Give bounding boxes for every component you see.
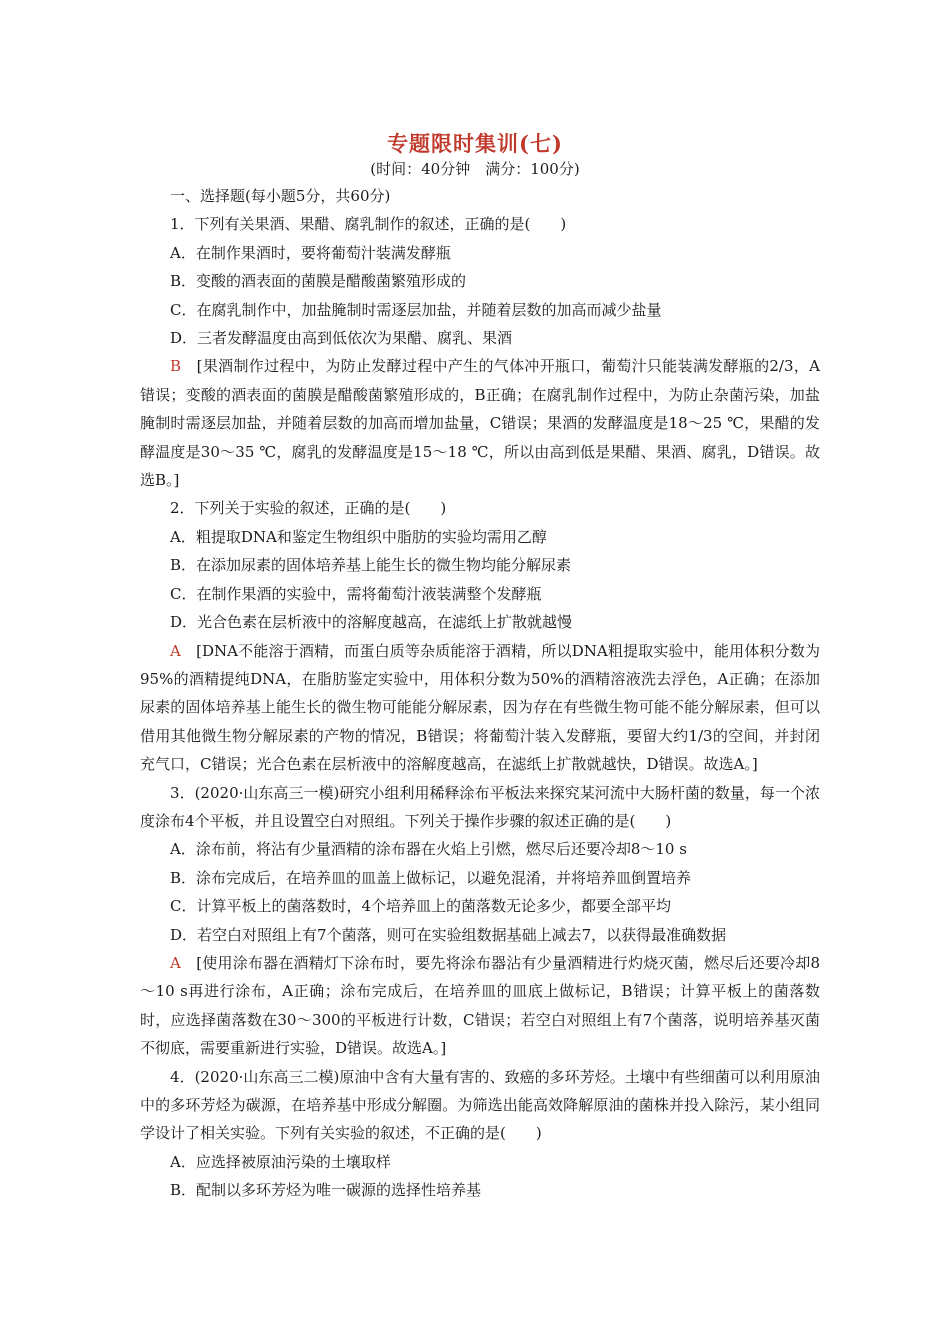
answer-letter: B: [170, 357, 182, 376]
question-option: B．涂布完成后，在培养皿的皿盖上做标记，以避免混淆，并将培养皿倒置培养: [170, 868, 692, 887]
page-subtitle: (时间：40分钟 满分：100分): [370, 160, 580, 178]
question-stem: 1．下列有关果酒、果醋、腐乳制作的叙述，正确的是( ): [170, 215, 567, 234]
question-option: D．光合色素在层析液中的溶解度越高，在滤纸上扩散就越慢: [170, 613, 573, 632]
question-stem: 4．(2020·山东高三二模)原油中含有大量有害的、致癌的多环芳烃。土壤中有些细菌可以利用原油中的多环芳烃为碳源，在培养基中形成分解圈。为筛选出能高效降解原油的菌株并投入除污，某小组同学设计了相关实验。下列有关实验的叙述，不正确的是( ): [140, 1067, 820, 1143]
question-option: D．若空白对照组上有7个菌落，则可在实验组数据基础上减去7，以获得最准确数据: [170, 925, 727, 944]
page-title: 专题限时集训(七): [387, 131, 563, 156]
answer-text: [DNA不能溶于酒精，而蛋白质等杂质能溶于酒精，所以DNA粗提取实验中，能用体积分数为95%的酒精提纯DNA，在脂肪鉴定实验中，用体积分数为50%的酒精溶液洗去浮色，A正确；在添加尿素的固体培养基上能生长的微生物可能能分解尿素，因为存在有些微生物可能不能分解尿素，但可以借用其他微生物分解尿素的产物的情况，B错误；将葡萄汁装入发酵瓶，要留大约1/3的空间，并封闭充气口，C错误；光合色素在层析液中的溶解度越高，在滤纸上扩散就越快，D错误。故选A。]: [140, 641, 821, 774]
answer-explanation: [140, 949, 820, 1063]
answer-letter: A: [170, 953, 181, 972]
document-body: [140, 182, 820, 1205]
question-option: A．应选择被原油污染的土壤取样: [170, 1152, 391, 1171]
question-option: B．配制以多环芳烃为唯一碳源的选择性培养基: [170, 1181, 482, 1200]
answer-letter: A: [170, 641, 181, 660]
question-stem: 2．下列关于实验的叙述，正确的是( ): [170, 499, 447, 518]
question-option: A．粗提取DNA和鉴定生物组织中脂肪的实验均需用乙醇: [170, 527, 547, 546]
answer-text: [使用涂布器在酒精灯下涂布时，要先将涂布器沾有少量酒精进行灼烧灭菌，燃尽后还要冷却8～10 s再进行涂布，A正确；涂布完成后，在培养皿的皿底上做标记，B错误；计算平板上的菌落数时，应选择菌落数在30～300的平板进行计数，C错误；若空白对照组上有7个菌落，说明培养基灭菌不彻底，需要重新进行实验，D错误。故选A。]: [140, 953, 820, 1058]
section-heading: 一、选择题(每小题5分，共60分): [170, 187, 391, 205]
question-option: C．在制作果酒的实验中，需将葡萄汁液装满整个发酵瓶: [170, 584, 542, 603]
answer-explanation: [140, 352, 820, 494]
answer-text: [果酒制作过程中，为防止发酵过程中产生的气体冲开瓶口，葡萄汁只能装满发酵瓶的2/3，A错误；变酸的酒表面的菌膜是醋酸菌繁殖形成的，B正确；在腐乳制作过程中，为防止杂菌污染，加盐腌制时需逐层加盐，并随着层数的加高而增加盐量，C错误；果酒的发酵温度是18～25 ℃，果醋的发酵温度是30～35 ℃，腐乳的发酵温度是15～18 ℃，所以由高到低是果醋、果酒、腐乳，D错误。故选B。]: [140, 357, 820, 490]
question-option: B．变酸的酒表面的菌膜是醋酸菌繁殖形成的: [170, 272, 467, 291]
answer-explanation: [140, 637, 820, 779]
question-option: C．计算平板上的菌落数时，4个培养皿上的菌落数无论多少，都要全部平均: [170, 897, 672, 916]
question-option: A．在制作果酒时，要将葡萄汁装满发酵瓶: [170, 243, 451, 262]
question-option: A．涂布前，将沾有少量酒精的涂布器在火焰上引燃，燃尽后还要冷却8～10 s: [170, 840, 687, 859]
question-option: D．三者发酵温度由高到低依次为果醋、腐乳、果酒: [170, 329, 513, 348]
question-option: C．在腐乳制作中，加盐腌制时需逐层加盐，并随着层数的加高而减少盐量: [170, 300, 662, 319]
question-option: B．在添加尿素的固体培养基上能生长的微生物均能分解尿素: [170, 556, 572, 575]
question-stem: 3．(2020·山东高三一模)研究小组利用稀释涂布平板法来探究某河流中大肠杆菌的数量，每一个浓度涂布4个平板，并且设置空白对照组。下列关于操作步骤的叙述正确的是( ): [140, 783, 820, 830]
